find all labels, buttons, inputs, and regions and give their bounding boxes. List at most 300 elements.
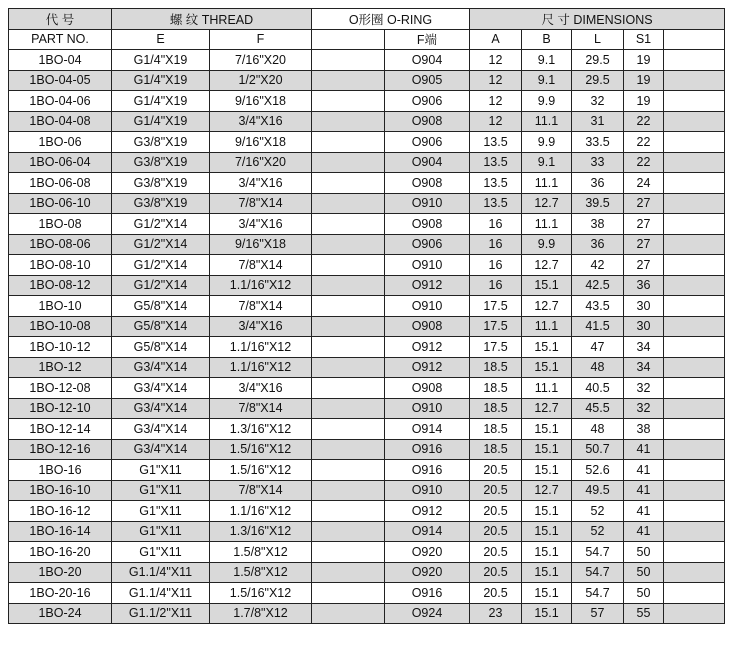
thread-f-cell: 9/16"X18 (210, 234, 312, 255)
thread-f-cell: 1/2"X20 (210, 70, 312, 91)
dim-a-cell: 16 (470, 275, 522, 296)
extra-blank-cell (664, 378, 725, 399)
dim-a-cell: 20.5 (470, 501, 522, 522)
thread-e-cell: G1/4"X19 (112, 91, 210, 112)
table-row (9, 173, 725, 194)
table-row (9, 255, 725, 276)
table-row (9, 357, 725, 378)
dim-l-cell: 57 (572, 603, 624, 624)
dim-a-cell: 18.5 (470, 419, 522, 440)
dim-b-cell: 9.9 (522, 132, 572, 153)
thread-e-cell: G1"X11 (112, 542, 210, 563)
thread-e-cell: G3/8"X19 (112, 193, 210, 214)
thread-e-cell: G3/8"X19 (112, 173, 210, 194)
table-row (9, 398, 725, 419)
thread-f-cell: 1.5/16"X12 (210, 583, 312, 604)
oring-cell: O924 (385, 603, 470, 624)
dim-a-cell: 17.5 (470, 337, 522, 358)
thread-e-cell: G3/8"X19 (112, 152, 210, 173)
table-row (9, 111, 725, 132)
thread-f-cell: 9/16"X18 (210, 132, 312, 153)
dim-l-cell: 39.5 (572, 193, 624, 214)
dim-s1-cell: 27 (624, 193, 664, 214)
dim-b-cell: 9.1 (522, 50, 572, 71)
part-no-cell: 1BO-12-10 (9, 398, 112, 419)
dim-a-cell: 18.5 (470, 378, 522, 399)
part-no-cell: 1BO-10-08 (9, 316, 112, 337)
header-row-2 (9, 29, 725, 50)
dim-b-cell: 12.7 (522, 193, 572, 214)
dim-s1-cell: 22 (624, 152, 664, 173)
dim-l-cell: 45.5 (572, 398, 624, 419)
dim-s1-cell: 30 (624, 296, 664, 317)
oring-blank-cell (312, 501, 385, 522)
thread-e-cell: G3/4"X14 (112, 378, 210, 399)
extra-blank-cell (664, 357, 725, 378)
extra-blank-cell (664, 439, 725, 460)
part-no-cell: 1BO-12 (9, 357, 112, 378)
thread-f-cell: 7/8"X14 (210, 398, 312, 419)
thread-e-cell: G1/4"X19 (112, 111, 210, 132)
oring-blank-cell (312, 70, 385, 91)
thread-f-cell: 1.3/16"X12 (210, 521, 312, 542)
extra-blank-cell (664, 132, 725, 153)
extra-blank-cell (664, 152, 725, 173)
thread-f-cell: 1.3/16"X12 (210, 419, 312, 440)
oring-blank-cell (312, 111, 385, 132)
table-row (9, 583, 725, 604)
oring-blank-cell (312, 50, 385, 71)
dim-a-cell: 13.5 (470, 132, 522, 153)
dim-s1-cell: 41 (624, 439, 664, 460)
dim-a-cell: 17.5 (470, 296, 522, 317)
dim-b-cell: 15.1 (522, 337, 572, 358)
part-no-cell: 1BO-08-10 (9, 255, 112, 276)
thread-e-cell: G1/2"X14 (112, 275, 210, 296)
oring-blank-cell (312, 357, 385, 378)
dim-l-cell: 36 (572, 173, 624, 194)
table-row (9, 91, 725, 112)
part-no-header: PART NO. (9, 29, 112, 50)
dim-l-cell: 52 (572, 501, 624, 522)
oring-blank-cell (312, 603, 385, 624)
dim-b-cell: 11.1 (522, 378, 572, 399)
part-no-cell: 1BO-06-04 (9, 152, 112, 173)
dim-s1-cell: 32 (624, 398, 664, 419)
oring-blank-cell (312, 378, 385, 399)
dim-l-cell: 33 (572, 152, 624, 173)
oring-blank-cell (312, 173, 385, 194)
table-row (9, 562, 725, 583)
extra-blank-cell (664, 50, 725, 71)
dim-a-cell: 13.5 (470, 193, 522, 214)
dim-l-cell: 42.5 (572, 275, 624, 296)
part-no-cell: 1BO-06 (9, 132, 112, 153)
oring-cell: O914 (385, 521, 470, 542)
dim-l-cell: 54.7 (572, 562, 624, 583)
dim-l-cell: 52 (572, 521, 624, 542)
part-no-cell: 1BO-20-16 (9, 583, 112, 604)
thread-e-cell: G1/4"X19 (112, 50, 210, 71)
oring-blank-cell (312, 275, 385, 296)
extra-blank-cell (664, 398, 725, 419)
dim-l-cell: 36 (572, 234, 624, 255)
part-no-cell: 1BO-04-06 (9, 91, 112, 112)
dim-l-cell: 32 (572, 91, 624, 112)
table-row (9, 214, 725, 235)
part-no-cell: 1BO-16-10 (9, 480, 112, 501)
extra-blank-cell (664, 419, 725, 440)
thread-f-cell: 7/8"X14 (210, 296, 312, 317)
dim-b-cell: 15.1 (522, 542, 572, 563)
thread-e-cell: G5/8"X14 (112, 296, 210, 317)
oring-cell: O908 (385, 316, 470, 337)
thread-e-cell: G3/4"X14 (112, 419, 210, 440)
oring-blank-cell (312, 193, 385, 214)
extra-blank-cell (664, 91, 725, 112)
extra-blank-cell (664, 111, 725, 132)
extra-blank-cell (664, 70, 725, 91)
thread-f-cell: 9/16"X18 (210, 91, 312, 112)
dim-a-cell: 20.5 (470, 480, 522, 501)
part-no-cell: 1BO-08-12 (9, 275, 112, 296)
dim-s1-cell: 41 (624, 501, 664, 522)
part-no-cell: 1BO-20 (9, 562, 112, 583)
thread-e-cell: G3/4"X14 (112, 357, 210, 378)
dim-b-cell: 11.1 (522, 111, 572, 132)
dim-s1-cell: 41 (624, 460, 664, 481)
parts-spec-table (8, 8, 725, 624)
thread-e-cell: G5/8"X14 (112, 316, 210, 337)
dim-a-cell: 20.5 (470, 521, 522, 542)
dim-a-cell: 16 (470, 214, 522, 235)
dim-a-cell: 18.5 (470, 357, 522, 378)
dim-b-cell: 11.1 (522, 316, 572, 337)
table-row (9, 193, 725, 214)
dim-s1-cell: 19 (624, 50, 664, 71)
dim-b-cell: 15.1 (522, 439, 572, 460)
b-header: B (522, 29, 572, 50)
oring-cell: O912 (385, 357, 470, 378)
dim-b-cell: 15.1 (522, 501, 572, 522)
thread-e-cell: G3/4"X14 (112, 439, 210, 460)
thread-f-cell: 7/8"X14 (210, 193, 312, 214)
table-row (9, 337, 725, 358)
dim-s1-cell: 19 (624, 70, 664, 91)
dim-a-cell: 13.5 (470, 152, 522, 173)
header-row-1 (9, 9, 725, 30)
dim-b-cell: 15.1 (522, 583, 572, 604)
oring-blank-cell (312, 296, 385, 317)
oring-cell: O910 (385, 480, 470, 501)
oring-blank-cell (312, 398, 385, 419)
f-header: F (210, 29, 312, 50)
dim-l-cell: 50.7 (572, 439, 624, 460)
table-row (9, 378, 725, 399)
thread-e-cell: G1"X11 (112, 460, 210, 481)
table-row (9, 70, 725, 91)
oring-cell: O912 (385, 275, 470, 296)
part-no-cell: 1BO-06-08 (9, 173, 112, 194)
dim-s1-cell: 41 (624, 480, 664, 501)
dim-l-cell: 29.5 (572, 50, 624, 71)
oring-blank-cell (312, 337, 385, 358)
dim-l-cell: 31 (572, 111, 624, 132)
oring-cell: O914 (385, 419, 470, 440)
dim-s1-cell: 22 (624, 132, 664, 153)
table-row (9, 439, 725, 460)
part-no-cell: 1BO-12-16 (9, 439, 112, 460)
table-row (9, 316, 725, 337)
extra-blank-cell (664, 583, 725, 604)
dim-s1-cell: 22 (624, 111, 664, 132)
thread-f-cell: 1.5/16"X12 (210, 460, 312, 481)
table-row (9, 234, 725, 255)
oring-blank-cell (312, 132, 385, 153)
dim-b-cell: 9.1 (522, 70, 572, 91)
dim-s1-cell: 50 (624, 583, 664, 604)
dim-a-cell: 12 (470, 70, 522, 91)
extra-blank-cell (664, 173, 725, 194)
thread-e-cell: G1"X11 (112, 501, 210, 522)
dim-b-cell: 15.1 (522, 275, 572, 296)
extra-blank-cell (664, 275, 725, 296)
dim-a-cell: 16 (470, 234, 522, 255)
dim-s1-cell: 24 (624, 173, 664, 194)
dim-b-cell: 12.7 (522, 480, 572, 501)
dim-a-cell: 18.5 (470, 398, 522, 419)
part-no-cell: 1BO-16 (9, 460, 112, 481)
oring-cell: O920 (385, 562, 470, 583)
dim-l-cell: 43.5 (572, 296, 624, 317)
dim-a-cell: 20.5 (470, 460, 522, 481)
dim-a-cell: 20.5 (470, 542, 522, 563)
thread-e-cell: G1/2"X14 (112, 234, 210, 255)
oring-cell: O905 (385, 70, 470, 91)
dim-s1-cell: 27 (624, 255, 664, 276)
extra-blank-cell (664, 296, 725, 317)
dim-s1-cell: 36 (624, 275, 664, 296)
table-row (9, 542, 725, 563)
dim-a-cell: 18.5 (470, 439, 522, 460)
oring-blank-cell (312, 583, 385, 604)
oring-cell: O908 (385, 214, 470, 235)
thread-f-cell: 1.5/8"X12 (210, 542, 312, 563)
dim-l-cell: 29.5 (572, 70, 624, 91)
oring-blank-cell (312, 439, 385, 460)
thread-e-cell: G1"X11 (112, 480, 210, 501)
extra-blank-cell (664, 193, 725, 214)
oring-cell: O906 (385, 132, 470, 153)
dim-a-cell: 12 (470, 91, 522, 112)
dim-s1-cell: 41 (624, 521, 664, 542)
dim-l-cell: 52.6 (572, 460, 624, 481)
dim-s1-cell: 50 (624, 562, 664, 583)
extra-blank-cell (664, 562, 725, 583)
thread-f-cell: 3/4"X16 (210, 214, 312, 235)
table-row (9, 152, 725, 173)
thread-e-cell: G1.1/2"X11 (112, 603, 210, 624)
part-no-cell: 1BO-10-12 (9, 337, 112, 358)
thread-f-cell: 3/4"X16 (210, 173, 312, 194)
s1-header: S1 (624, 29, 664, 50)
oring-blank-header (312, 29, 385, 50)
part-no-cell: 1BO-12-14 (9, 419, 112, 440)
part-no-cell: 1BO-06-10 (9, 193, 112, 214)
dim-b-cell: 12.7 (522, 398, 572, 419)
dim-b-cell: 9.1 (522, 152, 572, 173)
part-no-cell: 1BO-04-05 (9, 70, 112, 91)
part-no-cell: 1BO-04 (9, 50, 112, 71)
thread-e-cell: G1/4"X19 (112, 70, 210, 91)
table-row (9, 460, 725, 481)
dim-l-cell: 47 (572, 337, 624, 358)
dim-s1-cell: 27 (624, 234, 664, 255)
extra-blank-cell (664, 234, 725, 255)
dim-l-cell: 33.5 (572, 132, 624, 153)
oring-cell: O920 (385, 542, 470, 563)
dim-s1-cell: 30 (624, 316, 664, 337)
part-no-cell: 1BO-16-20 (9, 542, 112, 563)
dim-s1-cell: 38 (624, 419, 664, 440)
thread-e-cell: G3/4"X14 (112, 398, 210, 419)
dim-b-cell: 11.1 (522, 214, 572, 235)
oring-cell: O906 (385, 234, 470, 255)
dimensions-header: 尺 寸 DIMENSIONS (470, 9, 725, 30)
oring-blank-cell (312, 214, 385, 235)
table-row (9, 275, 725, 296)
oring-cell: O916 (385, 439, 470, 460)
dim-a-cell: 20.5 (470, 583, 522, 604)
table-row (9, 521, 725, 542)
part-no-cell: 1BO-12-08 (9, 378, 112, 399)
table-row (9, 296, 725, 317)
dim-l-cell: 48 (572, 357, 624, 378)
table-row (9, 501, 725, 522)
part-no-cell: 1BO-16-14 (9, 521, 112, 542)
dim-l-cell: 54.7 (572, 583, 624, 604)
thread-e-cell: G5/8"X14 (112, 337, 210, 358)
part-no-cell: 1BO-04-08 (9, 111, 112, 132)
oring-cell: O910 (385, 193, 470, 214)
thread-f-cell: 7/8"X14 (210, 255, 312, 276)
thread-f-cell: 1.1/16"X12 (210, 275, 312, 296)
dim-b-cell: 9.9 (522, 234, 572, 255)
thread-e-cell: G3/8"X19 (112, 132, 210, 153)
part-no-cell: 1BO-08 (9, 214, 112, 235)
dim-a-cell: 12 (470, 111, 522, 132)
part-no-cell: 1BO-16-12 (9, 501, 112, 522)
thread-f-cell: 1.1/16"X12 (210, 357, 312, 378)
dim-l-cell: 54.7 (572, 542, 624, 563)
thread-f-cell: 1.5/8"X12 (210, 562, 312, 583)
oring-cell: O904 (385, 50, 470, 71)
oring-cell: O906 (385, 91, 470, 112)
oring-cell: O916 (385, 583, 470, 604)
oring-header: O形圈 O-RING (312, 9, 470, 30)
oring-cell: O916 (385, 460, 470, 481)
oring-cell: O908 (385, 111, 470, 132)
part-no-cell: 1BO-10 (9, 296, 112, 317)
dim-b-cell: 9.9 (522, 91, 572, 112)
thread-f-cell: 1.5/16"X12 (210, 439, 312, 460)
e-header: E (112, 29, 210, 50)
thread-f-cell: 7/16"X20 (210, 50, 312, 71)
dim-l-cell: 42 (572, 255, 624, 276)
extra-blank-cell (664, 480, 725, 501)
dim-b-cell: 15.1 (522, 603, 572, 624)
dim-a-cell: 13.5 (470, 173, 522, 194)
extra-blank-cell (664, 337, 725, 358)
table-body (9, 50, 725, 624)
dim-a-cell: 20.5 (470, 562, 522, 583)
thread-e-cell: G1/2"X14 (112, 255, 210, 276)
dim-s1-cell: 19 (624, 91, 664, 112)
dim-a-cell: 23 (470, 603, 522, 624)
extra-blank-cell (664, 542, 725, 563)
oring-blank-cell (312, 316, 385, 337)
table-row (9, 50, 725, 71)
dim-a-cell: 12 (470, 50, 522, 71)
oring-blank-cell (312, 255, 385, 276)
oring-cell: O908 (385, 378, 470, 399)
extra-blank-cell (664, 603, 725, 624)
part-no-cell: 1BO-24 (9, 603, 112, 624)
oring-blank-cell (312, 234, 385, 255)
oring-blank-cell (312, 480, 385, 501)
dim-b-cell: 15.1 (522, 562, 572, 583)
thread-e-cell: G1"X11 (112, 521, 210, 542)
a-header: A (470, 29, 522, 50)
dim-s1-cell: 55 (624, 603, 664, 624)
dim-b-cell: 12.7 (522, 255, 572, 276)
oring-cell: O910 (385, 398, 470, 419)
dim-l-cell: 38 (572, 214, 624, 235)
oring-blank-cell (312, 419, 385, 440)
oring-blank-cell (312, 460, 385, 481)
oring-blank-cell (312, 562, 385, 583)
extra-blank-cell (664, 521, 725, 542)
dim-s1-cell: 32 (624, 378, 664, 399)
dim-b-cell: 15.1 (522, 460, 572, 481)
thread-f-cell: 3/4"X16 (210, 378, 312, 399)
thread-f-cell: 3/4"X16 (210, 316, 312, 337)
thread-f-cell: 1.7/8"X12 (210, 603, 312, 624)
thread-f-cell: 3/4"X16 (210, 111, 312, 132)
table-row (9, 132, 725, 153)
extra-blank-cell (664, 316, 725, 337)
thread-f-cell: 7/8"X14 (210, 480, 312, 501)
thread-f-cell: 7/16"X20 (210, 152, 312, 173)
dim-l-cell: 48 (572, 419, 624, 440)
dim-a-cell: 16 (470, 255, 522, 276)
f-end-header: F端 (385, 29, 470, 50)
oring-cell: O910 (385, 255, 470, 276)
table-row (9, 480, 725, 501)
dim-l-cell: 49.5 (572, 480, 624, 501)
dim-s1-cell: 50 (624, 542, 664, 563)
part-no-cn-header: 代 号 (9, 9, 112, 30)
thread-f-cell: 1.1/16"X12 (210, 501, 312, 522)
dim-s1-cell: 34 (624, 337, 664, 358)
oring-cell: O912 (385, 337, 470, 358)
dim-b-cell: 15.1 (522, 521, 572, 542)
table-row (9, 603, 725, 624)
oring-blank-cell (312, 91, 385, 112)
oring-cell: O912 (385, 501, 470, 522)
dim-b-cell: 11.1 (522, 173, 572, 194)
extra-blank-cell (664, 460, 725, 481)
